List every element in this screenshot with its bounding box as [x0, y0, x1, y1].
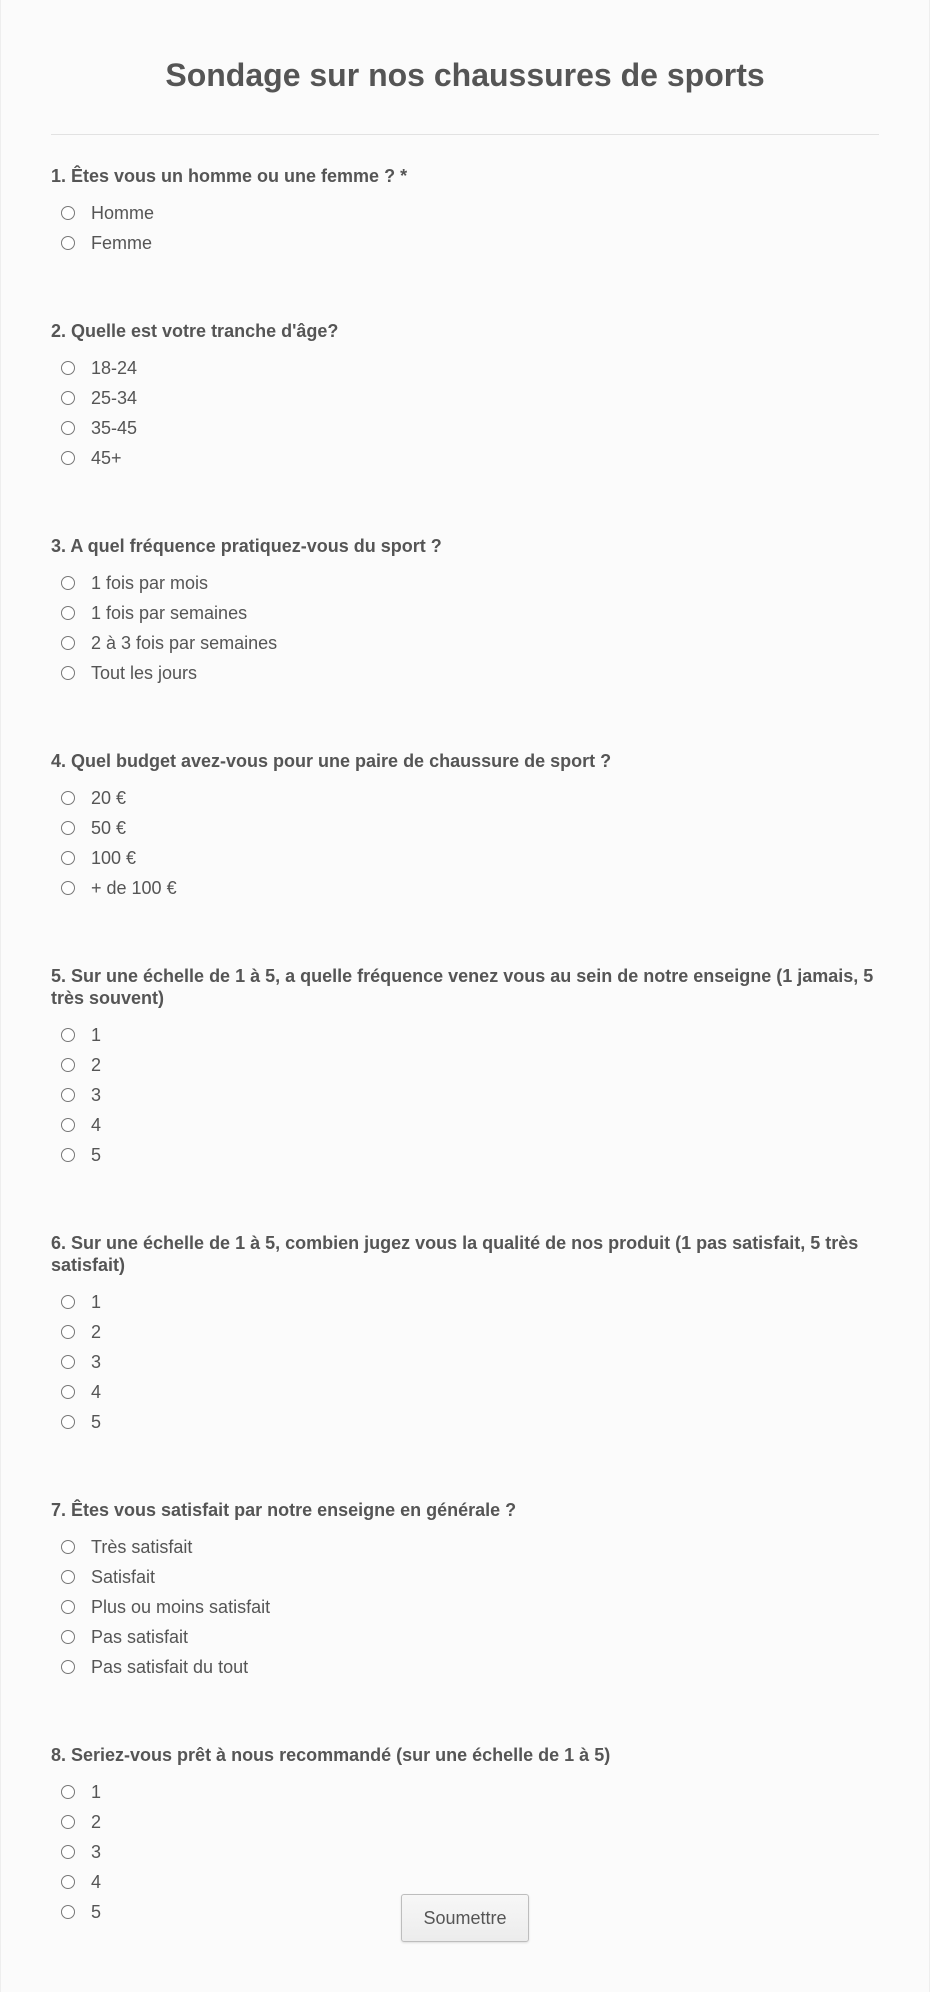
radio-option-label: 2 — [91, 1055, 102, 1075]
radio-option-label: 45+ — [91, 448, 122, 468]
questions-list — [51, 135, 879, 1927]
radio-button[interactable] — [61, 1540, 75, 1554]
radio-option-label: 2 à 3 fois par semaines — [91, 633, 278, 653]
radio-option[interactable] — [51, 1377, 879, 1407]
radio-option-label: 1 fois par mois — [91, 573, 209, 593]
radio-group — [51, 783, 879, 903]
radio-option[interactable] — [51, 1807, 879, 1837]
radio-option[interactable] — [51, 1652, 879, 1682]
radio-button[interactable] — [61, 1028, 75, 1042]
question-label: 7. Êtes vous satisfait par notre enseigne en générale ? — [51, 1500, 517, 1520]
radio-button[interactable] — [61, 666, 75, 680]
radio-option-label: 18-24 — [91, 358, 138, 378]
radio-option[interactable] — [51, 813, 879, 843]
radio-button[interactable] — [61, 1875, 75, 1889]
radio-button[interactable] — [61, 1385, 75, 1399]
radio-button[interactable] — [61, 451, 75, 465]
radio-option[interactable] — [51, 1050, 879, 1080]
submit-area — [1, 1894, 929, 1942]
radio-option-label: 5 — [91, 1145, 102, 1165]
radio-option[interactable] — [51, 1407, 879, 1437]
radio-option-label: Plus ou moins satisfait — [91, 1597, 271, 1617]
radio-option-label: 1 fois par semaines — [91, 603, 248, 623]
radio-option[interactable] — [51, 1287, 879, 1317]
radio-option[interactable] — [51, 383, 879, 413]
radio-option[interactable] — [51, 843, 879, 873]
radio-option-label: Pas satisfait — [91, 1627, 189, 1647]
radio-option[interactable] — [51, 628, 879, 658]
radio-option-label: 100 € — [91, 848, 137, 868]
question-label: 8. Seriez-vous prêt à nous recommandé (sur une échelle de 1 à 5) — [51, 1745, 611, 1765]
radio-button[interactable] — [61, 881, 75, 895]
question-4 — [51, 750, 879, 903]
radio-button[interactable] — [61, 1148, 75, 1162]
question-label: 6. Sur une échelle de 1 à 5, combien jugez vous la qualité de nos produit (1 pas satisfait, 5 très satisfait) — [51, 1233, 859, 1275]
radio-option[interactable] — [51, 658, 879, 688]
radio-option[interactable] — [51, 353, 879, 383]
radio-option-label: Très satisfait — [91, 1537, 193, 1557]
radio-option[interactable] — [51, 443, 879, 473]
question-5 — [51, 965, 879, 1170]
radio-option-label: Satisfait — [91, 1567, 156, 1587]
radio-option-label: 1 — [91, 1292, 102, 1312]
submit-button[interactable]: Soumettre — [401, 1894, 529, 1942]
radio-group — [51, 1287, 879, 1437]
radio-option[interactable] — [51, 568, 879, 598]
radio-button[interactable] — [61, 791, 75, 805]
radio-option-label: 1 — [91, 1025, 102, 1045]
question-label: 2. Quelle est votre tranche d'âge? — [51, 321, 339, 341]
radio-option-label: 50 € — [91, 818, 127, 838]
radio-option[interactable] — [51, 1110, 879, 1140]
radio-option[interactable] — [51, 1080, 879, 1110]
radio-option-label: 5 — [91, 1412, 102, 1432]
radio-option-label: 3 — [91, 1085, 102, 1105]
radio-button[interactable] — [61, 576, 75, 590]
radio-button[interactable] — [61, 1785, 75, 1799]
radio-button[interactable] — [61, 1660, 75, 1674]
radio-option[interactable] — [51, 413, 879, 443]
radio-option[interactable] — [51, 1622, 879, 1652]
radio-option[interactable] — [51, 1317, 879, 1347]
radio-group — [51, 1020, 879, 1170]
radio-option-label: 4 — [91, 1872, 102, 1892]
radio-group — [51, 568, 879, 688]
radio-option[interactable] — [51, 1020, 879, 1050]
radio-group — [51, 353, 879, 473]
radio-button[interactable] — [61, 391, 75, 405]
radio-option[interactable] — [51, 1592, 879, 1622]
radio-option-label: Femme — [91, 233, 153, 253]
radio-option[interactable] — [51, 873, 879, 903]
radio-option-label: 4 — [91, 1382, 102, 1402]
radio-button[interactable] — [61, 206, 75, 220]
radio-button[interactable] — [61, 1295, 75, 1309]
radio-button[interactable] — [61, 1845, 75, 1859]
radio-option-label: 3 — [91, 1842, 102, 1862]
radio-option[interactable] — [51, 1562, 879, 1592]
radio-option-label: Tout les jours — [91, 663, 198, 683]
radio-option[interactable] — [51, 598, 879, 628]
radio-option-label: 20 € — [91, 788, 127, 808]
radio-group — [51, 1532, 879, 1682]
question-7 — [51, 1499, 879, 1682]
radio-option[interactable] — [51, 1867, 879, 1897]
question-6 — [51, 1232, 879, 1437]
radio-option-label: Pas satisfait du tout — [91, 1657, 249, 1677]
radio-option-label: + de 100 € — [91, 878, 177, 898]
radio-option-label: 2 — [91, 1812, 102, 1832]
radio-option-label: 25-34 — [91, 388, 138, 408]
radio-button[interactable] — [61, 1630, 75, 1644]
question-label: 1. Êtes vous un homme ou une femme ? * — [51, 166, 408, 186]
radio-option-label: 5 — [91, 1902, 102, 1922]
radio-option[interactable] — [51, 1777, 879, 1807]
radio-option-label: 3 — [91, 1352, 102, 1372]
radio-button[interactable] — [61, 361, 75, 375]
radio-button[interactable] — [61, 1415, 75, 1429]
question-1 — [51, 165, 879, 258]
radio-option-label: Homme — [91, 203, 155, 223]
radio-button[interactable] — [61, 636, 75, 650]
radio-button[interactable] — [61, 1355, 75, 1369]
radio-button[interactable] — [61, 1118, 75, 1132]
question-2 — [51, 320, 879, 473]
radio-option[interactable] — [51, 783, 879, 813]
radio-button[interactable] — [61, 1570, 75, 1584]
radio-option[interactable] — [51, 1837, 879, 1867]
radio-button[interactable] — [61, 851, 75, 865]
radio-button[interactable] — [61, 1815, 75, 1829]
radio-option-label: 1 — [91, 1782, 102, 1802]
form-title: Sondage sur nos chaussures de sports — [165, 57, 765, 93]
question-label: 4. Quel budget avez-vous pour une paire de chaussure de sport ? — [51, 751, 612, 771]
radio-button[interactable] — [61, 606, 75, 620]
radio-option[interactable] — [51, 198, 879, 228]
question-3 — [51, 535, 879, 688]
radio-option-label: 4 — [91, 1115, 102, 1135]
radio-button[interactable] — [61, 1088, 75, 1102]
radio-option[interactable] — [51, 1532, 879, 1562]
radio-option-label: 35-45 — [91, 418, 138, 438]
radio-option[interactable] — [51, 1347, 879, 1377]
radio-button[interactable] — [61, 1058, 75, 1072]
radio-button[interactable] — [61, 1600, 75, 1614]
radio-option[interactable] — [51, 228, 879, 258]
radio-option[interactable] — [51, 1140, 879, 1170]
question-label: 5. Sur une échelle de 1 à 5, a quelle fréquence venez vous au sein de notre enseigne (1 jamais, 5 très souvent) — [51, 966, 874, 1008]
radio-button[interactable] — [61, 1325, 75, 1339]
question-label: 3. A quel fréquence pratiquez-vous du sport ? — [51, 536, 442, 556]
radio-group — [51, 198, 879, 258]
radio-button[interactable] — [61, 821, 75, 835]
radio-option-label: 2 — [91, 1322, 102, 1342]
radio-button[interactable] — [61, 421, 75, 435]
radio-button[interactable] — [61, 236, 75, 250]
